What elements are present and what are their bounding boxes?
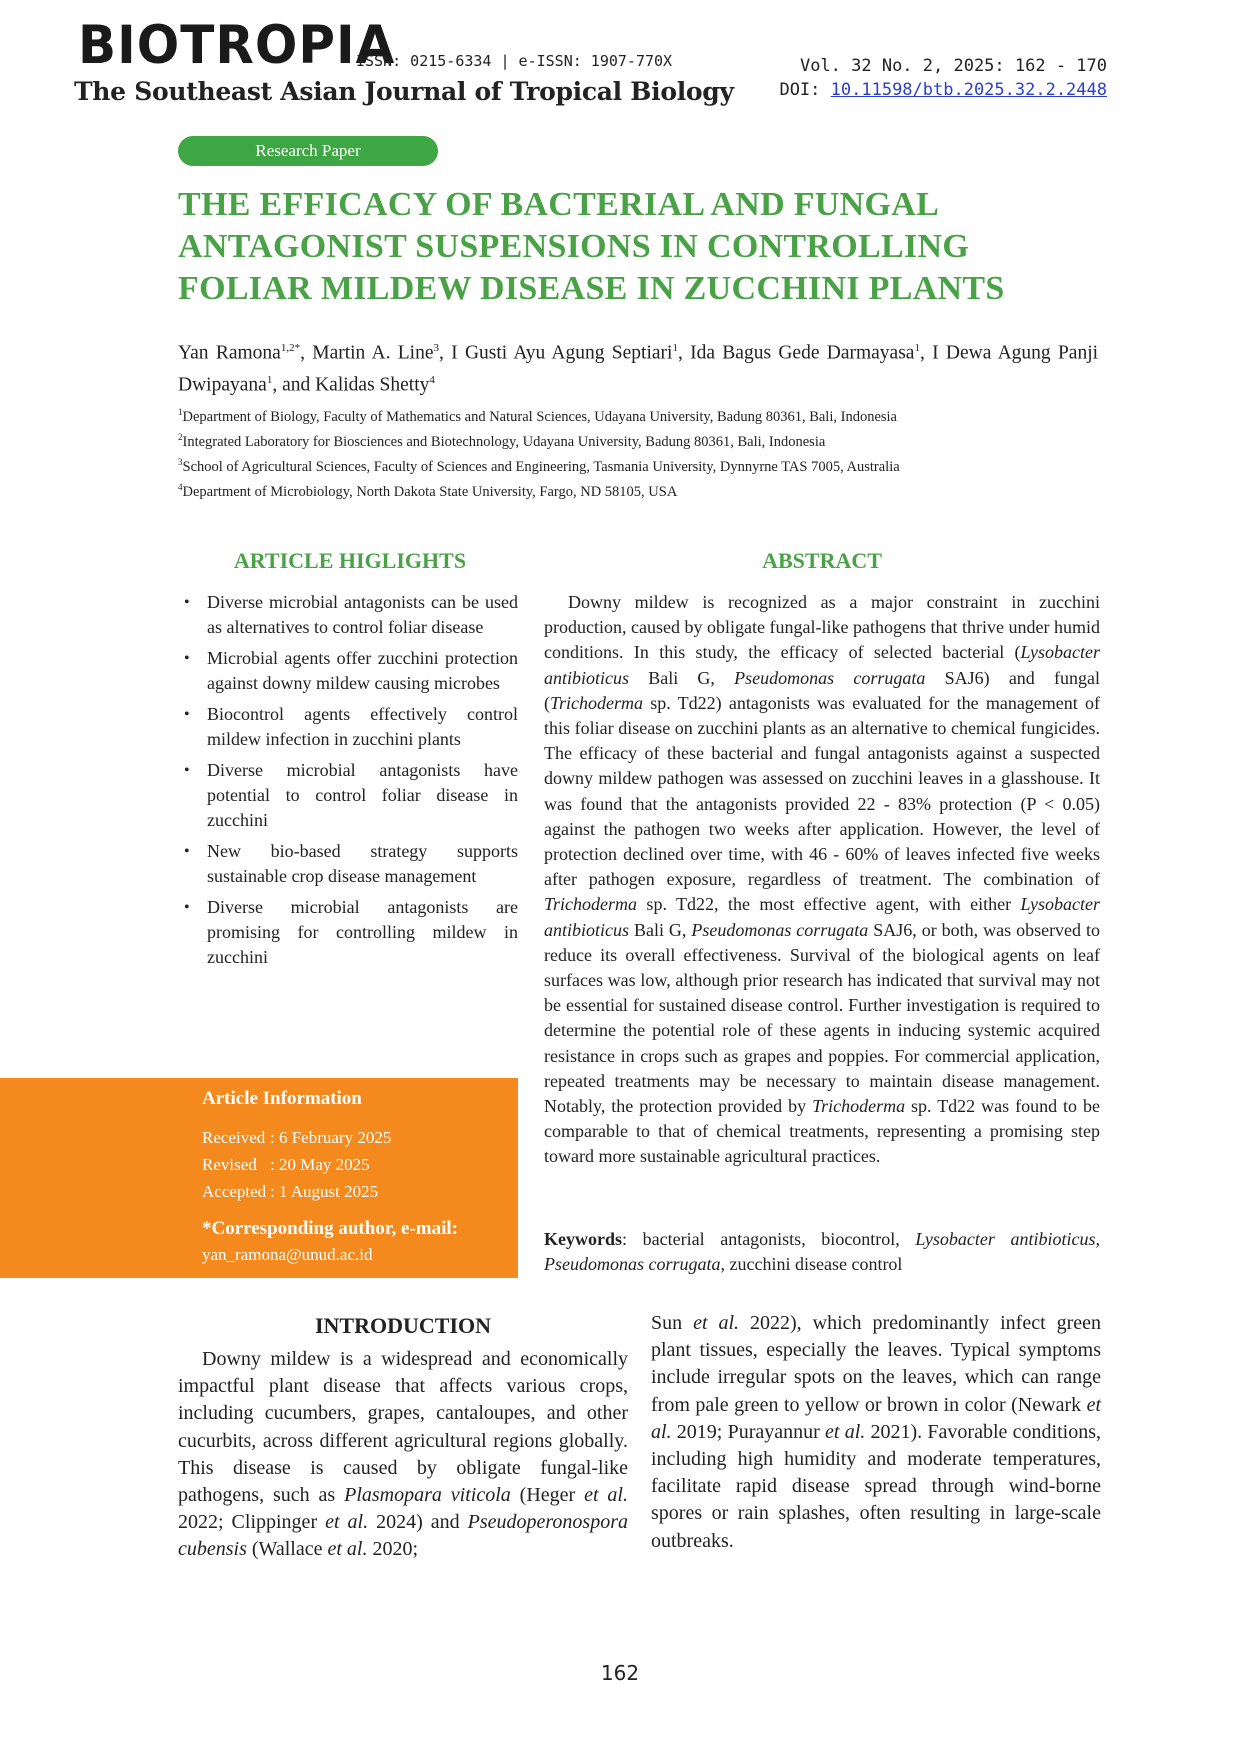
affiliation-item <box>178 400 1118 425</box>
article-info-heading: Article Information <box>202 1088 362 1109</box>
introduction-heading: INTRODUCTION <box>314 1313 492 1338</box>
author-separator: , and <box>272 374 316 395</box>
revised-label: Revised <box>202 1155 257 1174</box>
highlights-heading: ARTICLE HIGLIGHTS <box>233 548 467 573</box>
article-type-badge: Research Paper <box>178 136 438 166</box>
affiliation-number: 4 <box>178 482 183 492</box>
author-name: I Dewa Agung Panji Dwipayana <box>178 342 1099 395</box>
revised-row <box>202 1155 370 1175</box>
received-row <box>202 1128 391 1148</box>
intro-right-segment: 2021). Favorable conditions, including high humidity and moderate temperatures, facilitate rapid disease spread through wind-borne spores or rain splashes, often resulting in large-scale outbreaks. <box>651 1420 1101 1552</box>
author-name: Kalidas Shetty <box>315 374 430 395</box>
page-number: 162 <box>600 1661 640 1685</box>
highlight-item: • New bio-based strategy supports sustainable crop disease management <box>182 839 518 889</box>
intro-left-segment: et al. <box>584 1484 628 1507</box>
accepted-label: Accepted <box>202 1182 267 1201</box>
affiliation-number: 1 <box>178 407 183 417</box>
intro-right-segment: Sun <box>651 1312 694 1334</box>
abstract-text <box>544 590 1100 1170</box>
accepted-row <box>202 1182 378 1202</box>
doi-label: DOI: <box>779 80 821 100</box>
intro-right-segment: 2019; Purayannur <box>671 1420 826 1443</box>
affiliation-text: Integrated Laboratory for Biosciences and Biotechnology, Udayana University, Badung 80361, Bali, Indonesia <box>182 433 826 450</box>
received-label: Received <box>202 1128 266 1147</box>
keywords-label: Keywords <box>544 1229 622 1249</box>
abstract-segment: Lysobacter antibioticus <box>544 894 1100 940</box>
intro-left-segment: Downy mildew is a widespread and economically impactful plant disease that affects various crops, including cucumbers, grapes, cantaloupes, and other cucurbits, across different agricultural regions globally. This disease is caused by obligate fungal-like pathogens, such as <box>178 1348 628 1507</box>
keyword-segment: : bacterial antagonists, biocontrol, <box>622 1229 916 1249</box>
intro-left-segment: et al. <box>327 1538 368 1561</box>
abstract-segment: Trichoderma <box>550 692 644 713</box>
doi-line <box>779 80 1107 100</box>
introduction-text-left <box>178 1346 628 1564</box>
corresponding-author-label: *Corresponding author, e-mail: <box>202 1218 458 1239</box>
keyword-segment: Lysobacter antibioticus, Pseudomonas corrugata <box>544 1229 1100 1274</box>
intro-right-segment: et al. <box>651 1393 1101 1443</box>
author-affiliation-marker: 1 <box>672 342 678 354</box>
abstract-segment: SAJ6, or both, was observed to reduce its overall effectiveness. Survival of the biological agents on leaf surfaces was low, although prior research has indicated that survival may not be essential for sustained disease control. Further investigation is required to determine the potential role of these agents in inducing systemic acquired resistance in crops such as grapes and poppies. For commercial application, repeated treatments may be necessary to maintain disease management. Notably, the protection provided by <box>544 919 1101 1117</box>
journal-logo: BIOTROPIA <box>78 14 396 76</box>
abstract-segment: Trichoderma <box>544 894 638 915</box>
keywords-text <box>544 1229 1100 1274</box>
corresponding-email[interactable]: yan_ramona@unud.ac.id <box>202 1245 373 1264</box>
highlight-item: • Biocontrol agents effectively control mildew infection in zucchini plants <box>182 702 518 752</box>
accepted-date: : 1 August 2025 <box>270 1182 379 1201</box>
highlight-item: • Microbial agents offer zucchini protection against downy mildew causing microbes <box>182 646 518 696</box>
intro-left-segment: (Heger <box>510 1484 585 1507</box>
highlight-item: • Diverse microbial antagonists have potential to control foliar disease in zucchini <box>182 758 518 833</box>
intro-right-segment: 2022), which predominantly infect green plant tissues, especially the leaves. Typical symptoms include irregular spots on the leaves, which can range from pale green to yellow or brown in color (Newark <box>651 1312 1102 1416</box>
abstract-segment: Pseudomonas corrugata <box>734 667 926 688</box>
author-affiliation-marker: 1 <box>914 342 920 354</box>
abstract-segment: Trichoderma <box>812 1096 906 1117</box>
author-name: Ida Bagus Gede Darmayasa <box>690 342 915 364</box>
intro-left-segment: 2022; Clippinger <box>178 1511 326 1534</box>
author-list <box>178 335 1098 398</box>
author-separator: , <box>919 342 933 364</box>
highlights-list <box>182 590 518 976</box>
author-name: I Gusti Ayu Agung Septiari <box>451 342 673 364</box>
affiliation-text: School of Agricultural Sciences, Faculty of Sciences and Engineering, Tasmania University, Dynnyrne TAS 7005, Australia <box>182 458 900 475</box>
author-affiliation-marker: 1,2* <box>280 342 301 354</box>
affiliation-item <box>178 425 1118 450</box>
author-affiliation-marker: 1 <box>266 373 273 386</box>
author-separator: , <box>300 342 313 364</box>
author-affiliation-marker: 3 <box>433 342 439 354</box>
affiliation-number: 3 <box>178 457 183 467</box>
article-title: THE EFFICACY OF BACTERIAL AND FUNGAL ANTAGONIST SUSPENSIONS IN CONTROLLING FOLIAR MILDEW DISEASE IN ZUCCHINI PLANTS <box>178 186 1005 307</box>
author-separator: , <box>439 342 452 364</box>
abstract-segment: Bali G, <box>629 667 735 688</box>
abstract-segment: Lysobacter antibioticus <box>544 642 1100 688</box>
intro-right-segment: et al. <box>693 1312 740 1334</box>
abstract-segment: Pseudomonas corrugata <box>691 919 869 940</box>
keyword-segment: , zucchini disease control <box>720 1254 903 1274</box>
keywords <box>544 1227 1100 1277</box>
author-name: Martin A. Line <box>312 342 434 364</box>
abstract-segment: sp. Td22, the most effective agent, with either <box>637 894 1021 915</box>
intro-right-segment: et al. <box>825 1420 866 1443</box>
issn-text: ISSN: 0215-6334 | e-ISSN: 1907-770X <box>356 52 673 70</box>
affiliation-text: Department of Microbiology, North Dakota State University, Fargo, ND 58105, USA <box>182 483 678 500</box>
affiliation-text: Department of Biology, Faculty of Mathematics and Natural Sciences, Udayana University, Badung 80361, Bali, Indonesia <box>182 408 897 425</box>
article-info-box <box>0 1078 518 1278</box>
intro-left-segment: 2020; <box>367 1538 419 1561</box>
highlight-item: • Diverse microbial antagonists are promising for controlling mildew in zucchini <box>182 895 518 970</box>
revised-date: : 20 May 2025 <box>270 1155 370 1174</box>
intro-left-segment: 2024) and <box>368 1511 468 1534</box>
affiliation-list <box>178 400 1118 500</box>
abstract-segment: sp. Td22) antagonists was evaluated for the management of this foliar disease on zucchini plants as an alternative to chemical fungicides. The efficacy of these bacterial and fungal antagonists against a suspected downy mildew pathogen was assessed on zucchini leaves in a glasshouse. It was found that the antagonists provided 22 - 83% protection (P < 0.05) against the pathogen two weeks after application. However, the level of protection declined over time, with 46 - 60% of leaves infected five weeks after pathogen exposure, regardless of treatment. The combination of <box>544 692 1100 890</box>
intro-left-segment: et al. <box>325 1511 369 1534</box>
intro-left-segment: Pseudoperonospora cubensis <box>178 1511 628 1561</box>
abstract-segment: Bali G, <box>629 919 692 940</box>
abstract-segment: Downy mildew is recognized as a major constraint in zucchini production, caused by obligate fungal-like pathogens that thrive under humid conditions. In this study, the efficacy of selected bacterial ( <box>544 592 1100 663</box>
journal-subtitle: The Southeast Asian Journal of Tropical Biology <box>74 77 734 106</box>
doi-link[interactable]: 10.11598/btb.2025.32.2.2448 <box>830 80 1107 100</box>
introduction-text-right <box>651 1310 1101 1555</box>
volume-info: Vol. 32 No. 2, 2025: 162 - 170 <box>799 56 1107 76</box>
affiliation-item <box>178 475 1118 500</box>
abstract-segment: SAJ6) and fungal ( <box>544 667 1101 713</box>
intro-left-segment: (Wallace <box>246 1538 328 1561</box>
author-separator: , <box>677 342 691 364</box>
received-date: : 6 February 2025 <box>270 1128 392 1147</box>
intro-left-segment: Plasmopara viticola <box>344 1484 511 1507</box>
author-affiliation-marker: 4 <box>429 373 435 386</box>
affiliation-item <box>178 450 1118 475</box>
affiliation-number: 2 <box>178 432 183 442</box>
abstract-segment: sp. Td22 was found to be comparable to that of chemical treatments, representing a promising step toward more sustainable agricultural practices. <box>544 1096 1100 1167</box>
highlight-item: • Diverse microbial antagonists can be used as alternatives to control foliar disease <box>182 590 518 640</box>
abstract-heading: ABSTRACT <box>762 548 882 573</box>
author-name: Yan Ramona <box>178 342 281 364</box>
